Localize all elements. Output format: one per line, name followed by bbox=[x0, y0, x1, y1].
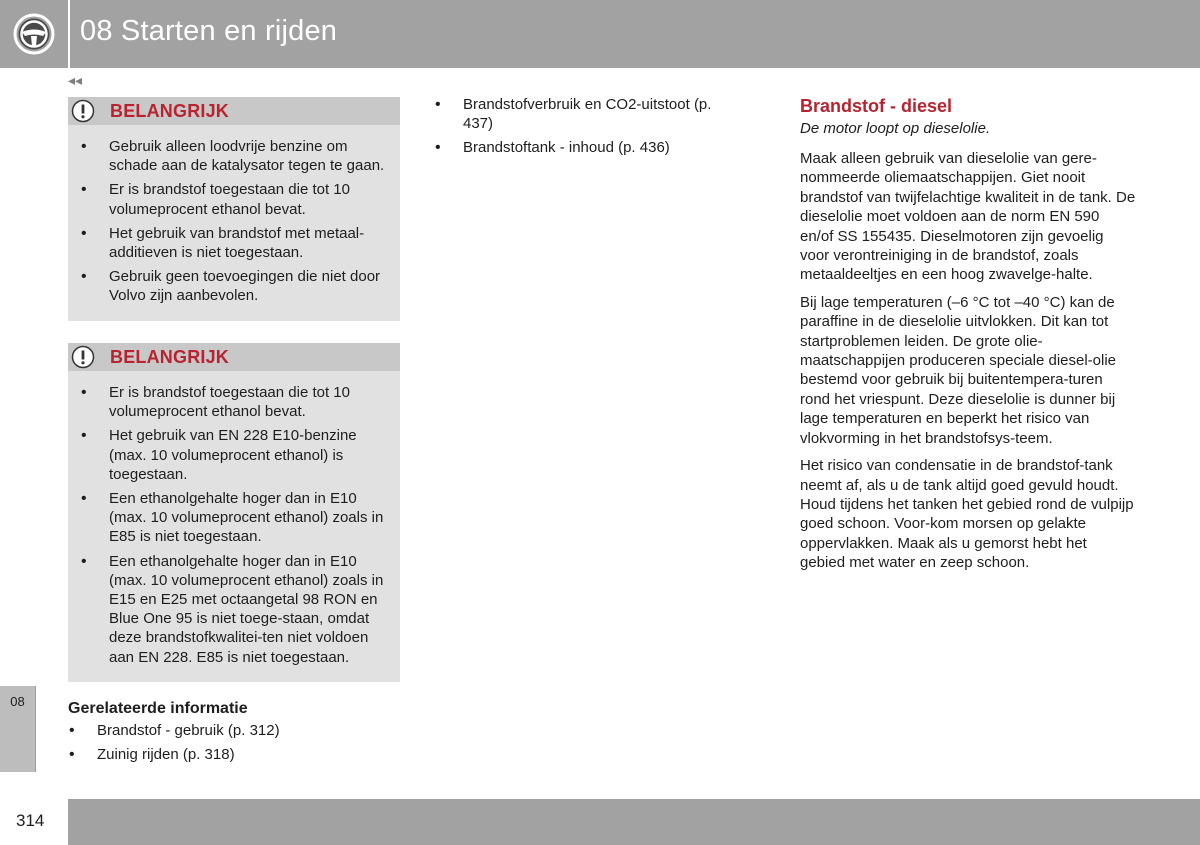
warning-icon bbox=[71, 345, 95, 369]
reference-link[interactable]: • Brandstoftank - inhoud (p. 436) bbox=[423, 138, 743, 157]
page-number: 314 bbox=[16, 811, 45, 830]
important-callout-1 bbox=[68, 97, 400, 321]
callout-list bbox=[68, 371, 400, 682]
reference-list bbox=[423, 95, 743, 158]
list-item: • Een ethanolgehalte hoger dan in E10 (max. 10 volumeprocent ethanol) zoals in E15 en E25 met octaangetal 98 RON en Blue One 95 is niet toege-staan, omdat deze brandstofkwalitei-ten niet voldoen aan EN 228. E85 is niet toegestaan. bbox=[68, 552, 390, 667]
callout-title: BELANGRIJK bbox=[110, 100, 230, 121]
callout-list bbox=[68, 125, 400, 321]
related-link[interactable]: • Brandstof - gebruik (p. 312) bbox=[68, 721, 398, 740]
section-title: Brandstof - diesel bbox=[800, 96, 953, 116]
body-paragraph: Bij lage temperaturen (–6 °C tot –40 °C) kan de paraffine in de dieselolie uitvlokken. Dit kan tot startproblemen leiden. De grote olie-maatschappijen produceren speciale diesel-olie bestemd voor gebruik bij buitentempera-turen rond het vriespunt. Deze dieselolie is dunner bij lage temperaturen en beperkt het risico van vlokvorming in het brandstofsys-teem. bbox=[800, 293, 1117, 447]
related-title: Gerelateerde informatie bbox=[68, 700, 248, 717]
list-item: • Gebruik alleen loodvrije benzine om schade aan de katalysator tegen te gaan. bbox=[68, 137, 390, 175]
header-divider bbox=[68, 0, 70, 68]
important-callout-2 bbox=[68, 343, 400, 682]
callout-header bbox=[68, 343, 400, 371]
side-tab-divider bbox=[35, 686, 36, 772]
list-item: • Een ethanolgehalte hoger dan in E10 (max. 10 volumeprocent ethanol) zoals in E85 is niet toegestaan. bbox=[68, 489, 390, 547]
back-nav-button[interactable]: ◂◂ bbox=[68, 72, 83, 88]
reference-link[interactable]: • Brandstofverbruik en CO2-uitstoot (p. 437) bbox=[423, 95, 743, 133]
chapter-side-tab[interactable]: 08 bbox=[0, 686, 35, 772]
callout-header bbox=[68, 97, 400, 125]
warning-icon bbox=[71, 99, 95, 123]
header-icon-box bbox=[0, 0, 68, 68]
list-item: • Er is brandstof toegestaan die tot 10 volumeprocent ethanol bevat. bbox=[68, 383, 390, 421]
list-item: • Er is brandstof toegestaan die tot 10 volumeprocent ethanol bevat. bbox=[68, 180, 390, 218]
body-paragraph: Maak alleen gebruik van dieselolie van gere-nommeerde oliemaatschappijen. Giet nooit brandstof van twijfelachtige kwaliteit in de tank. De dieselolie moet voldoen aan de norm EN 590 en/of SS 155435. Dieselmotoren zijn gevoelig voor verontreiniging in de brandstof, zoals metaaldeeltjes en een hoog zwavelge-halte. bbox=[800, 150, 1136, 284]
steering-wheel-icon bbox=[13, 13, 55, 55]
list-item: • Het gebruik van brandstof met metaal-additieven is niet toegestaan. bbox=[68, 224, 390, 262]
list-item: • Het gebruik van EN 228 E10-benzine (max. 10 volumeprocent ethanol) is toegestaan. bbox=[68, 426, 390, 484]
section-subtitle: De motor loopt op dieselolie. bbox=[800, 120, 991, 137]
related-link[interactable]: • Zuinig rijden (p. 318) bbox=[68, 745, 398, 764]
body-paragraph: Het risico van condensatie in de brandstof-tank neemt af, als u de tank altijd goed gevuld houdt. Houd tijdens het tanken het gebied rond de vulpijp goed schoon. Voor-kom morsen op gelakte oppervlakken. Maak als u gemorst hebt het gebied met water en zeep schoon. bbox=[800, 457, 1134, 572]
list-item: • Gebruik geen toevoegingen die niet door Volvo zijn aanbevolen. bbox=[68, 267, 390, 305]
related-info bbox=[68, 699, 398, 769]
diesel-section bbox=[800, 95, 1136, 581]
related-list bbox=[68, 721, 398, 764]
column-2 bbox=[423, 95, 743, 163]
callout-title: BELANGRIJK bbox=[110, 346, 230, 367]
footer-bar bbox=[68, 799, 1200, 845]
chapter-title: 08 Starten en rijden bbox=[80, 15, 338, 47]
